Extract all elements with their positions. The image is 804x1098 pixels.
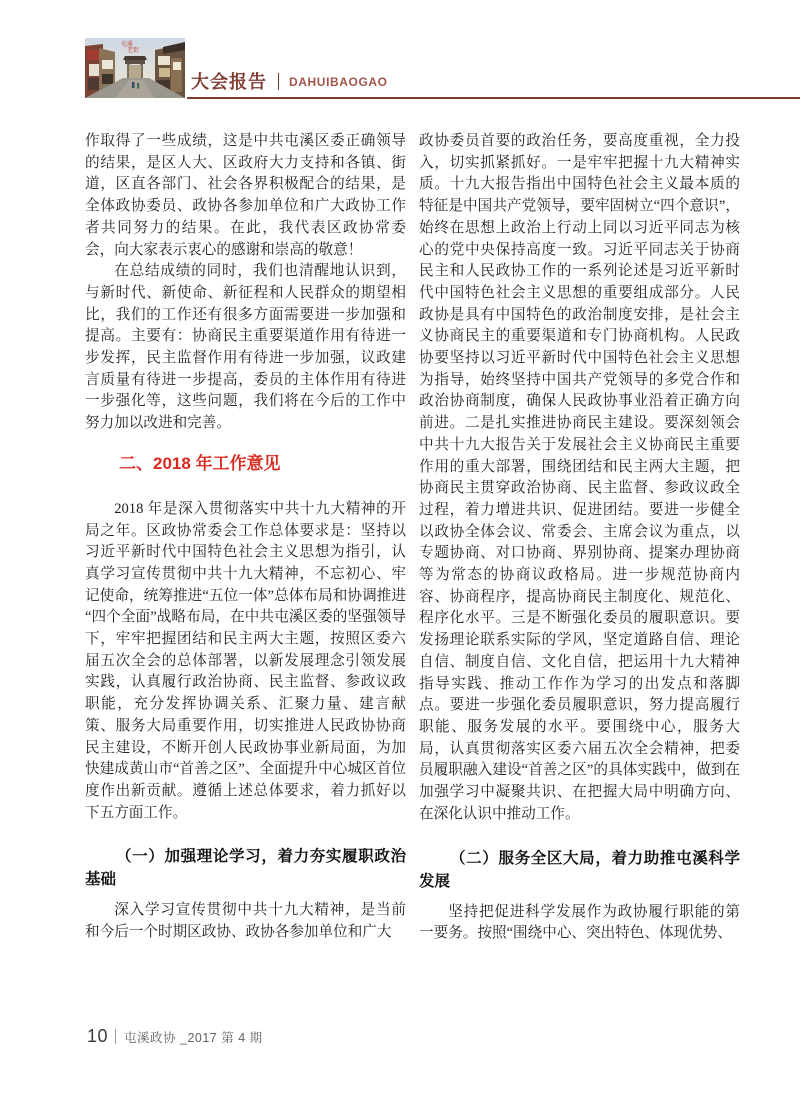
body-paragraph: 作取得了一些成绩，这是中共屯溪区委正确领导的结果，是区人大、区政府大力支持和各镇、街道，区直各部门、社会各界积极配合的结果，是全体政协委员、政协各参加单位和广大政协工作者共同努力的结果。在此，我代表区政协常委会，向大家表示衷心的感谢和崇高的敬意！ <box>85 133 406 258</box>
content-right-column <box>419 131 740 945</box>
body-paragraph: 坚持把促进科学发展作为政协履行职能的第一要务。按照“围绕中心、突出特色、体现优势、 <box>419 903 740 942</box>
body-paragraph: 2018 年是深入贯彻落实中共十九大精神的开局之年。区政协常委会工作总体要求是：坚持以习近平新时代中国特色社会主义思想为指引，认真学习宣传贯彻中共十九大精神，不忘初心、牢记使命，统筹推进“五位一体”总体布局和协调推进“四个全面”战略布局，在中共屯溪区委的坚强领导下，牢牢把握团结和民主两大主题，按照区委六届五次全会的总体部署，以新发展理念引领发展实践，认真履行政治协商、民主监督、参政议政职能，充分发挥协调关系、汇聚力量、建言献策、服务大局重要作用，切实推进人民政协协商民主建设，不断开创人民政协事业新局面，为加快建成黄山市“首善之区”、全面提升中心城区首位度作出新贡献。遵循上述总体要求，着力抓好以下五方面工作。 <box>85 500 406 821</box>
header <box>191 68 388 94</box>
footer-divider <box>115 1029 116 1044</box>
content-left-column <box>85 131 406 944</box>
title-divider <box>278 73 279 90</box>
body-paragraph: 深入学习宣传贯彻中共十九大精神，是当前和今后一个时期区政协、政协各参加单位和广大 <box>85 902 406 941</box>
section-subtitle-pinyin: DAHUIBAOGAO <box>289 75 388 89</box>
old-street-photo-illustration <box>85 38 185 98</box>
header-rule <box>187 97 800 99</box>
svg-text:老街: 老街 <box>127 47 140 54</box>
body-paragraph: 在总结成绩的同时，我们也清醒地认识到，与新时代、新使命、新征程和人民群众的期望相比，我们的工作还有很多方面需要进一步加强和提高。主要有：协商民主重要渠道作用有待进一步发挥，民主监督作用有待进一步加强，议政建言质量有待进一步提高，委员的主体作用有待进一步强化等，这些问题，我们将在今后的工作中努力加以改进和完善。 <box>85 263 406 432</box>
page-number: 10 <box>87 1026 109 1046</box>
journal-title: 屯溪政协 _2017 第 4 期 <box>124 1030 263 1045</box>
footer <box>87 1026 263 1047</box>
body-paragraph: 政协委员首要的政治任务，要高度重视，全力投入，切实抓紧抓好。一是牢牢把握十九大精神实质。十九大报告指出中国特色社会主义最本质的特征是中国共产党领导，要牢固树立“四个意识”，始终在思想上政治上行动上同以习近平同志为核心的党中央保持高度一致。习近平同志关于协商民主和人民政协工作的一系列论述是习近平新时代中国特色社会主义思想的重要组成部分。人民政协是具有中国特色的政治制度安排，是社会主义协商民主的重要渠道和专门协商机构。人民政协要坚持以习近平新时代中国特色社会主义思想为指导，始终坚持中国共产党领导的多党合作和政治协商制度，确保人民政协事业沿着正确方向前进。二是扎实推进协商民主建设。要深刻领会中共十九大报告关于发展社会主义协商民主重要作用的重大部署，围绕团结和民主两大主题，把协商民主贯穿政治协商、民主监督、参政议政全过程，着力增进共识、促进团结。要进一步健全以政协全体会议、常委会、主席会议为重点，以专题协商、对口协商、界别协商、提案办理协商等为常态的协商议政格局。进一步规范协商内容、协商程序，提高协商民主制度化、规范化、程序化水平。三是不断强化委员的履职意识。要发扬理论联系实际的学风，坚定道路自信、理论自信、制度自信、文化自信，把运用十九大精神指导实践、推动工作作为学习的出发点和落脚点。要进一步强化委员履职意识，努力提高履行职能、服务发展的水平。要围绕中心，服务大局，认真贯彻落实区委六届五次全会精神，把委员履职融入建设“首善之区”的具体实践中，做到在加强学习中凝聚共识、在把握大局中明确方向、在深化认识中推动工作。 <box>419 133 740 822</box>
section-title: 大会报告 <box>191 72 267 92</box>
photo-calligraphy-text: 屯溪 <box>121 41 134 48</box>
sub-heading: （二）服务全区大局，着力助推屯溪科学发展 <box>419 849 740 890</box>
tunxi-old-street-photo <box>85 38 185 98</box>
section-heading: 二、2018 年工作意见 <box>119 453 281 473</box>
sub-heading: （一）加强理论学习，着力夯实履职政治基础 <box>85 848 406 889</box>
